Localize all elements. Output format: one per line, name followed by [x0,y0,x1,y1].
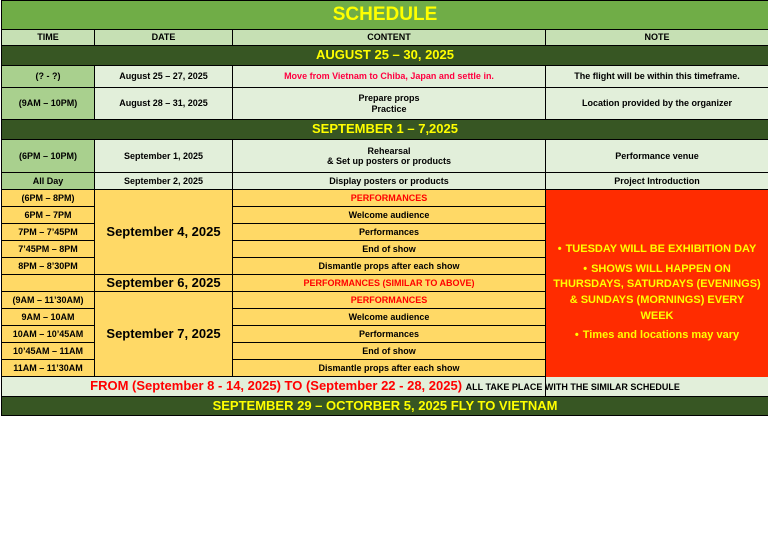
note-box [546,190,768,397]
sep4-date: September 4, 2025 [95,190,233,275]
header-note: NOTE [546,30,768,46]
aug-row2-content-line1: Prepare props [358,93,420,104]
sep7-time-3: 10AM – 10’45AM [2,326,95,343]
sep6-time [2,275,95,292]
sep7-content-5: Dismantle props after each show [233,360,546,377]
aug-row2-note: Location provided by the organizer [546,88,768,120]
sep4-content-2: Welcome audience [233,207,546,224]
sep7-content-3: Performances [233,326,546,343]
sep-row1-date: September 1, 2025 [95,140,233,173]
sep4-content-3: Performances [233,224,546,241]
note-list [552,242,762,344]
sep-row2-note: Project Introduction [546,173,768,190]
bullet-icon: • [574,329,579,342]
sep7-content-4: End of show [233,343,546,360]
note-item-3-text: Times and locations may vary [582,329,740,342]
section-september: SEPTEMBER 1 – 7,2025 [2,120,768,140]
sep-row1-content-line1: Rehearsal [367,145,411,156]
sep7-time-1: (9AM – 11’30AM) [2,292,95,309]
schedule-sheet [1,0,768,416]
sep4-time-4: 7’45PM – 8PM [2,241,95,258]
note-item-2-text: SHOWS WILL HAPPEN ON THURSDAYS, SATURDAYS (EVENINGS) & SUNDAYS (MORNINGS) EVERY WEEK [553,262,761,322]
sep-row2-time: All Day [2,173,95,190]
note-item-2 [552,262,762,324]
sep4-content-1: PERFORMANCES [233,190,546,207]
aug-row2-time: (9AM – 10PM) [2,88,95,120]
aug-row1-content: Move from Vietnam to Chiba, Japan and settle in. [233,66,546,88]
final-flight-band: SEPTEMBER 29 – OCTORBER 5, 2025 FLY TO VIETNAM [2,397,768,416]
note-item-1-text: TUESDAY WILL BE EXHIBITION DAY [565,243,757,256]
repeat-schedule-row [2,377,768,397]
schedule-table [1,0,768,416]
sep7-date: September 7, 2025 [95,292,233,377]
note-item-3 [552,328,762,344]
aug-row1-date: August 25 – 27, 2025 [95,66,233,88]
header-content: CONTENT [233,30,546,46]
sep6-date: September 6, 2025 [95,275,233,292]
bullet-icon: • [557,243,562,256]
header-date: DATE [95,30,233,46]
note-item-1 [552,242,762,258]
repeat-range-text: FROM (September 8 - 14, 2025) TO (September 22 - 28, 2025) [90,378,463,394]
sep6-content: PERFORMANCES (SIMILAR TO ABOVE) [233,275,546,292]
aug-row2-content-line2: Practice [371,103,407,114]
sep-row1-content [233,140,546,173]
repeat-note-text: ALL TAKE PLACE WITH THE SIMILAR SCHEDULE [465,382,680,393]
aug-row2-content [233,88,546,120]
sep7-content-2: Welcome audience [233,309,546,326]
schedule-title: SCHEDULE [2,1,768,30]
sep-row2-date: September 2, 2025 [95,173,233,190]
sep-row1-content-line2: & Set up posters or products [326,156,451,166]
sep-row1-note: Performance venue [546,140,768,173]
sep7-time-4: 10’45AM – 11AM [2,343,95,360]
sep4-content-5: Dismantle props after each show [233,258,546,275]
sep4-time-2: 6PM – 7PM [2,207,95,224]
header-time: TIME [2,30,95,46]
sep-row2-content: Display posters or products [233,173,546,190]
aug-row1-note: The flight will be within this timeframe. [546,66,768,88]
sep-row1-time: (6PM – 10PM) [2,140,95,173]
sep4-time-1: (6PM – 8PM) [2,190,95,207]
sep4-content-4: End of show [233,241,546,258]
aug-row1-time: (? - ?) [2,66,95,88]
sep7-content-1: PERFORMANCES [233,292,546,309]
aug-row2-date: August 28 – 31, 2025 [95,88,233,120]
sep7-time-5: 11AM – 11’30AM [2,360,95,377]
sep4-time-3: 7PM – 7’45PM [2,224,95,241]
sep4-time-5: 8PM – 8’30PM [2,258,95,275]
sep7-time-2: 9AM – 10AM [2,309,95,326]
bullet-icon: • [583,262,588,275]
section-august: AUGUST 25 – 30, 2025 [2,46,768,66]
